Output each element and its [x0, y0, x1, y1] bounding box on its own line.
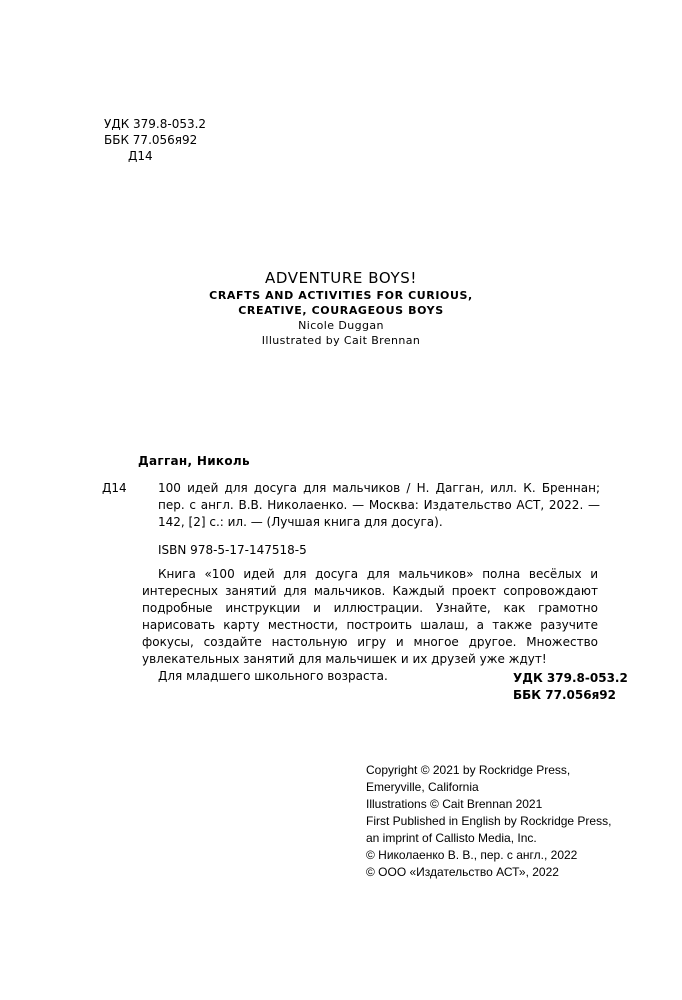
isbn: ISBN 978-5-17-147518-5 — [158, 543, 307, 557]
annotation — [142, 566, 598, 685]
original-title-block — [0, 268, 682, 348]
copyright-line-5: an imprint of Callisto Media, Inc. — [366, 831, 537, 845]
annotation-paragraph-2: Для младшего школьного возраста. — [158, 669, 388, 683]
bottom-udk-code: УДК 379.8-053.2 — [513, 671, 628, 685]
annotation-paragraph-1: Книга «100 идей для досуга для мальчиков» полна весёлых и интересных занятий для мальчиков. Каждый проект сопровождают подробные инструкции и иллюстрации. Узнайте, как грамотно нарисовать карту местности, построить шалаш, а также разучите фокусы, создайте настольную игру и многое другое. Множество увлекательных занятий для мальчишек и их друзей уже ждут! — [142, 567, 598, 666]
copyright-line-7: © ООО «Издательство АСТ», 2022 — [366, 865, 559, 879]
copyright-line-1: Copyright © 2021 by Rockridge Press, — [366, 763, 571, 777]
author-mark: Д14 — [128, 149, 153, 163]
original-subtitle-line-2: CREATIVE, COURAGEOUS BOYS — [238, 304, 444, 317]
original-subtitle-line-1: CRAFTS AND ACTIVITIES FOR CURIOUS, — [209, 289, 473, 302]
bib-entry-text: 100 идей для досуга для мальчиков / Н. Дагган, илл. К. Бреннан; пер. с англ. В.В. Николаенко. — Москва: Издательство АСТ, 2022. — 142, [2] с.: ил. — (Лучшая книга для досуга). — [158, 481, 600, 529]
classification-codes — [104, 116, 206, 164]
bib-author-mark: Д14 — [102, 481, 127, 495]
copyright-line-3: Illustrations © Cait Brennan 2021 — [366, 797, 543, 811]
original-illustrator: Illustrated by Cait Brennan — [261, 334, 421, 347]
copyright-block — [366, 762, 611, 881]
bottom-bbk-code: ББК 77.056я92 — [513, 688, 616, 702]
copyright-line-6: © Николаенко В. В., пер. с англ., 2022 — [366, 848, 578, 862]
original-author: Nicole Duggan — [298, 319, 384, 332]
bibliographic-entry — [102, 480, 600, 531]
author-heading: Дагган, Николь — [138, 454, 250, 468]
original-title: ADVENTURE BOYS! — [264, 269, 418, 287]
udk-code: УДК 379.8-053.2 — [104, 117, 207, 131]
bottom-classification-codes — [513, 670, 628, 704]
bbk-code: ББК 77.056я92 — [104, 133, 198, 147]
copyright-line-2: Emeryville, California — [366, 780, 479, 794]
copyright-line-4: First Published in English by Rockridge Press, — [366, 814, 612, 828]
